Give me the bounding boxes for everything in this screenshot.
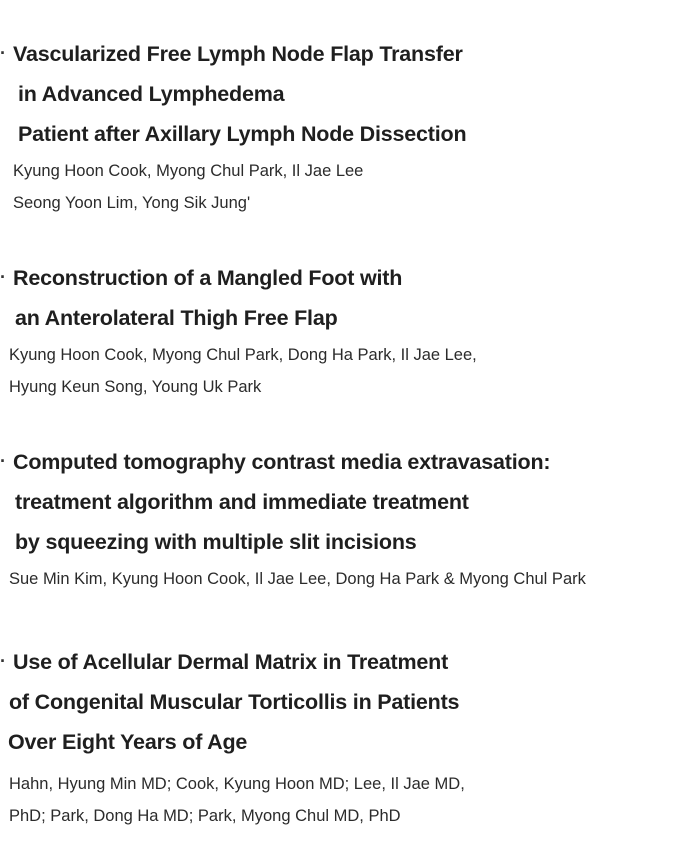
pub-4-author-line-2: PhD; Park, Dong Ha MD; Park, Myong Chul MD, PhD — [9, 807, 401, 825]
pub-4-title-line-1: Use of Acellular Dermal Matrix in Treatment — [13, 650, 449, 674]
pub-3-author-line-1: Sue Min Kim, Kyung Hoon Cook, Il Jae Lee, Dong Ha Park & Myong Chul Park — [9, 570, 586, 588]
pub-3-title-line-1: Computed tomography contrast media extravasation: — [13, 450, 551, 474]
pub-2-author-line-2: Hyung Keun Song, Young Uk Park — [9, 378, 262, 396]
pub-1-title-line-1: Vascularized Free Lymph Node Flap Transfer — [13, 42, 463, 66]
pub-1-title-line-2: in Advanced Lymphedema — [18, 82, 285, 106]
pub-4-author-line-1: Hahn, Hyung Min MD; Cook, Kyung Hoon MD; Lee, Il Jae MD, — [9, 775, 465, 793]
pub-3-title-line-2: treatment algorithm and immediate treatment — [15, 490, 469, 514]
bullet-2: · — [0, 267, 6, 287]
pub-2-author-line-1: Kyung Hoon Cook, Myong Chul Park, Dong Ha Park, Il Jae Lee, — [9, 346, 477, 364]
pub-1-title-line-3: Patient after Axillary Lymph Node Dissection — [18, 122, 467, 146]
pub-2-title-line-1: Reconstruction of a Mangled Foot with — [13, 266, 403, 290]
bullet-4: · — [0, 651, 6, 671]
pub-1-author-line-1: Kyung Hoon Cook, Myong Chul Park, Il Jae Lee — [13, 162, 364, 180]
pub-4-title-line-3: Over Eight Years of Age — [8, 730, 248, 754]
pub-4-title-line-2: of Congenital Muscular Torticollis in Patients — [9, 690, 460, 714]
pub-1-author-line-2: Seong Yoon Lim, Yong Sik Jung' — [13, 194, 251, 212]
pub-3-title-line-3: by squeezing with multiple slit incisions — [15, 530, 417, 554]
bullet-1: · — [0, 43, 6, 63]
bullet-3: · — [0, 451, 6, 471]
pub-2-title-line-2: an Anterolateral Thigh Free Flap — [15, 306, 338, 330]
